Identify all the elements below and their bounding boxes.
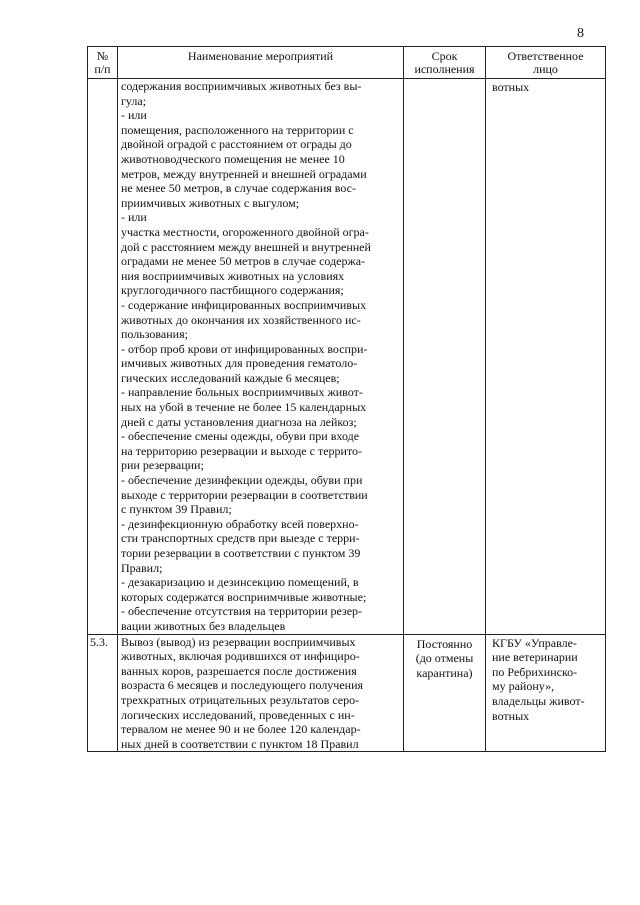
measure-line: на территорию резервации и выходе с террито- (121, 443, 363, 458)
measure-line: круглогодичного пастбищного содержания; (121, 283, 344, 298)
term-cell (404, 634, 486, 752)
header-num (88, 47, 118, 79)
measure-line: содержания восприимчивых животных без вы- (121, 79, 362, 93)
measure-line: возраста 6 месяцев и последующего получения (121, 678, 364, 693)
header-resp-line: лицо (533, 62, 558, 76)
header-name (118, 47, 404, 79)
measure-line: дней с даты установления диагноза на лейкоз; (121, 414, 357, 429)
measure-line: Правил; (121, 560, 163, 575)
measure-line: гических исследований каждые 6 месяцев; (121, 370, 340, 385)
measures-table (87, 46, 606, 752)
responsible-line: ние ветеринарии (492, 650, 578, 665)
row-number: 5.3. (88, 634, 118, 752)
measure-line: - дезакаризацию и дезинсекцию помещений, в (121, 575, 359, 590)
measure-line: животноводческого помещения не менее 10 (121, 151, 345, 166)
measure-line: - или (121, 210, 147, 225)
measure-line: пользования; (121, 327, 188, 342)
measure-line: оградами не менее 50 метров в случае содержа- (121, 254, 366, 269)
measure-line: животных, включая родившихся от инфициро- (121, 649, 360, 664)
measure-line: - или (121, 108, 147, 123)
measure-line: тервалом не менее 90 и не более 120 календар- (121, 722, 361, 737)
measure-line: ванных коров, разрешается после достижения (121, 663, 357, 678)
responsible-line: владельцы живот- (492, 693, 585, 708)
measure-line: имчивых животных для проведения гематоло- (121, 356, 358, 371)
table-row (88, 634, 606, 752)
measure-line: - дезинфекционную обработку всей поверхно- (121, 516, 359, 531)
measure-text (118, 79, 404, 635)
measure-line: дой с расстоянием между внешней и внутренней (121, 239, 371, 254)
responsible-line: КГБУ «Управле- (492, 635, 577, 650)
header-resp-line: Ответственное (507, 49, 584, 63)
measure-line: трехкратных отрицательных результатов серо- (121, 692, 360, 707)
measure-line: гула; (121, 93, 147, 108)
table-body (88, 79, 606, 752)
header-term (404, 47, 486, 79)
table-row (88, 79, 606, 635)
responsible-line: вотных (492, 708, 530, 723)
measure-text (118, 634, 404, 752)
measure-line: логических исследований, проведенных с ин- (121, 707, 355, 722)
measure-line: Вывоз (вывод) из резервации восприимчивых (121, 634, 356, 649)
measure-line: животных до окончания их хозяйственного ис- (121, 312, 361, 327)
measure-line: - обеспечение отсутствия на территории резер- (121, 604, 363, 619)
responsible-cell (486, 634, 606, 752)
header-resp (486, 47, 606, 79)
header-term-line: исполнения (414, 62, 475, 76)
table-header-row (88, 47, 606, 79)
responsible-line: му району», (492, 679, 555, 694)
measure-line: которых содержатся восприимчивые животные; (121, 589, 367, 604)
measure-line: ния восприимчивых животных на условиях (121, 268, 345, 283)
measure-line: не менее 50 метров, в случае содержания вос- (121, 181, 356, 196)
measure-line: сти транспортных средств при выезде с терри- (121, 531, 360, 546)
measure-line: помещения, расположенного на территории с (121, 122, 354, 137)
measure-line: тории резервации в соответствии с пунктом 39 (121, 546, 361, 560)
header-num-line: п/п (94, 62, 111, 76)
responsible-line: вотных (492, 80, 530, 94)
measure-line: участка местности, огороженного двойной огра- (121, 224, 369, 239)
measure-line: - отбор проб крови от инфицированных воспри- (121, 341, 368, 356)
measure-line: метров, между внутренней и внешней оградами (121, 166, 367, 181)
measure-line: ных дней в соответствии с пунктом 18 Правил (121, 736, 359, 751)
term-line: карантина) (416, 665, 473, 680)
measure-line: - обеспечение дезинфекции одежды, обуви при (121, 473, 363, 488)
header-term-line: Срок (431, 49, 458, 63)
measure-line: - обеспечение смены одежды, обуви при входе (121, 429, 360, 444)
measure-line: выходе с территории резервации в соответствии (121, 487, 368, 502)
measure-line: двойной оградой с расстоянием от ограды до (121, 137, 352, 152)
term-line: Постоянно (416, 636, 473, 651)
term-cell (404, 79, 486, 635)
measure-line: - направление больных восприимчивых живот- (121, 385, 363, 400)
measure-line: с пунктом 39 Правил; (121, 502, 232, 517)
responsible-cell (486, 79, 606, 635)
measure-line: ных на убой в течение не более 15 календарных (121, 400, 367, 415)
measure-line: - содержание инфицированных восприимчивых (121, 297, 367, 312)
page-number: 8 (577, 26, 584, 41)
measure-line: рии резервации; (121, 458, 204, 473)
term-line: (до отмены (415, 651, 474, 666)
responsible-line: по Ребрихинско- (492, 664, 578, 679)
row-number (88, 79, 118, 635)
measure-line: приимчивых животных с выгулом; (121, 195, 300, 210)
header-name-label: Наименование мероприятий (187, 49, 334, 63)
header-num-line: № (96, 49, 109, 63)
measure-line: вации животных без владельцев (121, 618, 286, 633)
